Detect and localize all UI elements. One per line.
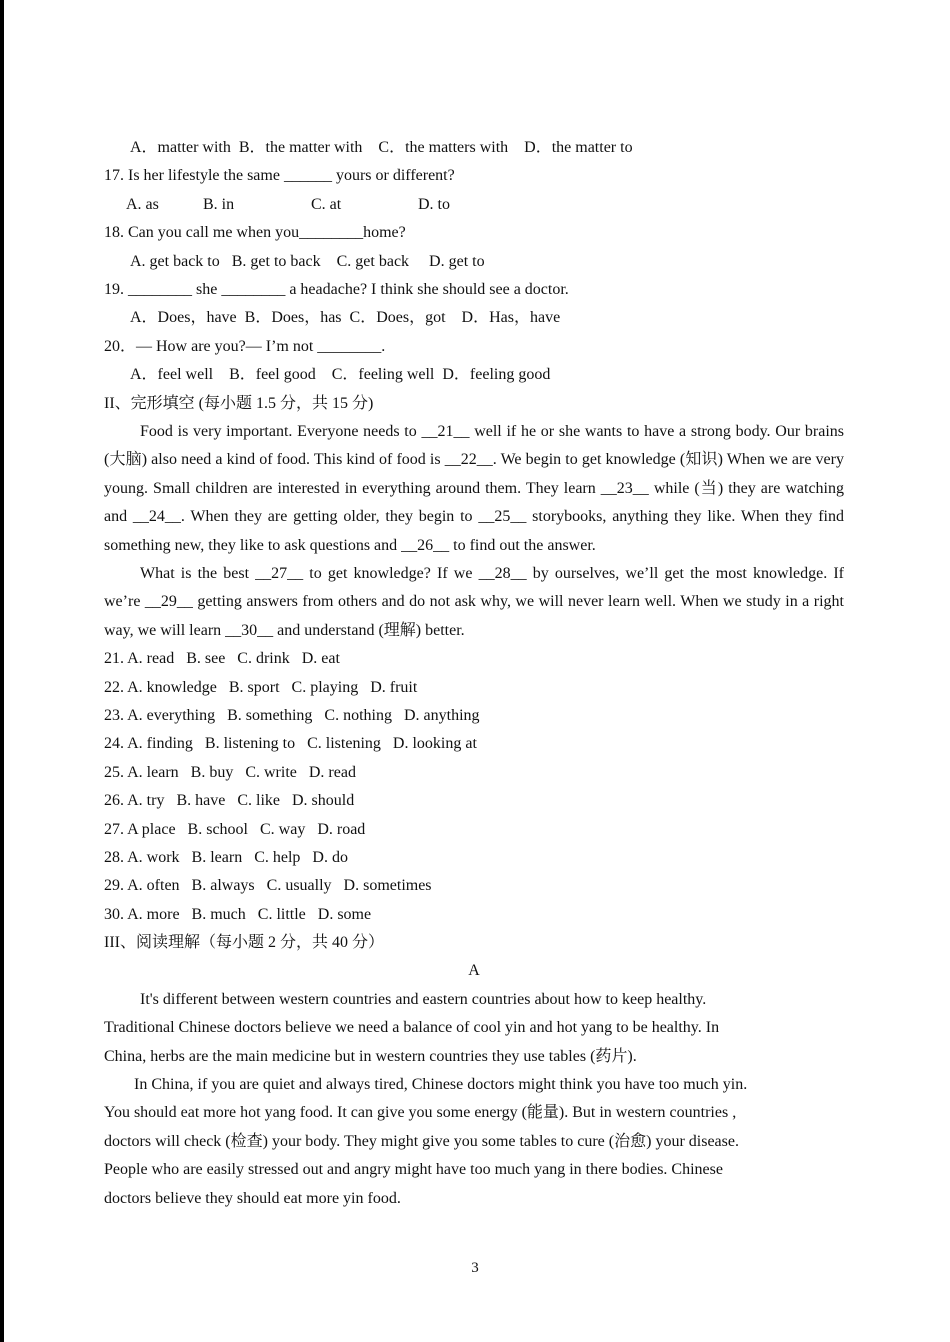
q17-options xyxy=(104,191,844,219)
section-3-title: III、阅读理解（每小题 2 分，共 40 分） xyxy=(104,934,384,952)
cloze-options-list xyxy=(104,645,844,929)
cloze-option-30: 30. A. more B. much C. little D. some xyxy=(104,905,372,923)
q19-options: A．Does，have B．Does，has C．Does，got D．Has，have xyxy=(130,309,561,327)
cloze-option-21: 21. A. read B. see C. drink D. eat xyxy=(104,650,340,668)
cloze-paragraph-2: What is the best __27__ to get knowledge? If we __28__ by ourselves, we’ll get the most knowledge. If we’re __29__ getting answers from others and do not ask why, we will never learn well. When we study in a right way, we will learn __30__ and understand (理解) better. xyxy=(104,564,844,639)
q17-option-c: C. at xyxy=(311,195,342,213)
section-2-title: II、完形填空 (每小题 1.5 分，共 15 分) xyxy=(104,394,374,412)
left-margin-bar xyxy=(0,0,4,1342)
passage-a-p2-line-1: In China, if you are quiet and always tired, Chinese doctors might think you have too much yin. xyxy=(134,1076,748,1094)
q17-stem: 17. Is her lifestyle the same ______ yours or different? xyxy=(104,167,455,185)
page-content xyxy=(104,134,844,1213)
q17-option-a: A. as xyxy=(126,195,159,213)
passage-a-p1-line-1: It's different between western countries and eastern countries about how to keep healthy. xyxy=(140,990,707,1008)
passage-a-p2-line-2: You should eat more hot yang food. It can give you some energy (能量). But in western countries , xyxy=(104,1104,737,1122)
cloze-option-22: 22. A. knowledge B. sport C. playing D. fruit xyxy=(104,678,418,696)
cloze-paragraph-1: Food is very important. Everyone needs to __21__ well if he or she wants to have a strong body. Our brains (大脑) also need a kind of food. This kind of food is __22__. We begin to get knowledge (知识) When we are very young. Small children are interested in everything around them. They learn __23__ while (当) they are watching and __24__. When they are getting older, they begin to __25__ storybooks, anything they like. When they find something new, they like to ask questions and __26__ to find out the answer. xyxy=(104,422,844,554)
q17-option-d: D. to xyxy=(418,195,450,213)
passage-a-p2-line-3: doctors will check (检查) your body. They might give you some tables to cure (治愈) your disease. xyxy=(104,1132,739,1150)
cloze-option-23: 23. A. everything B. something C. nothing D. anything xyxy=(104,706,480,724)
passage-a-paragraph-2 xyxy=(104,1071,844,1213)
cloze-option-25: 25. A. learn B. buy C. write D. read xyxy=(104,763,356,781)
cloze-option-26: 26. A. try B. have C. like D. should xyxy=(104,792,355,810)
q19-stem: 19. ________ she ________ a headache? I think she should see a doctor. xyxy=(104,280,569,298)
q20-options: A．feel well B．feel good C．feeling well D．feeling good xyxy=(130,366,551,384)
page-number: 3 xyxy=(471,1260,479,1276)
cloze-option-29: 29. A. often B. always C. usually D. sometimes xyxy=(104,877,432,895)
passage-a-p2-line-5: doctors believe they should eat more yin food. xyxy=(104,1189,401,1207)
cloze-option-27: 27. A place B. school C. way D. road xyxy=(104,820,366,838)
q18-stem: 18. Can you call me when you________home? xyxy=(104,224,406,242)
passage-a-paragraph-1 xyxy=(104,986,844,1071)
cloze-option-28: 28. A. work B. learn C. help D. do xyxy=(104,848,348,866)
cloze-option-24: 24. A. finding B. listening to C. listening D. looking at xyxy=(104,735,477,753)
q16-options: A．matter with B．the matter with C．the matters with D．the matter to xyxy=(130,139,633,156)
q20-stem: 20．— How are you?— I’m not ________. xyxy=(104,337,386,355)
q17-option-b: B. in xyxy=(203,195,235,213)
passage-a-p2-line-4: People who are easily stressed out and angry might have too much yang in there bodies. Chinese xyxy=(104,1161,723,1179)
passage-a-p1-line-2: Traditional Chinese doctors believe we need a balance of cool yin and hot yang to be healthy. In xyxy=(104,1019,720,1037)
passage-a-p1-line-3: China, herbs are the main medicine but in western countries they use tables (药片). xyxy=(104,1047,637,1065)
q18-options: A. get back to B. get to back C. get back D. get to xyxy=(130,252,485,270)
passage-a-label: A xyxy=(468,962,480,980)
